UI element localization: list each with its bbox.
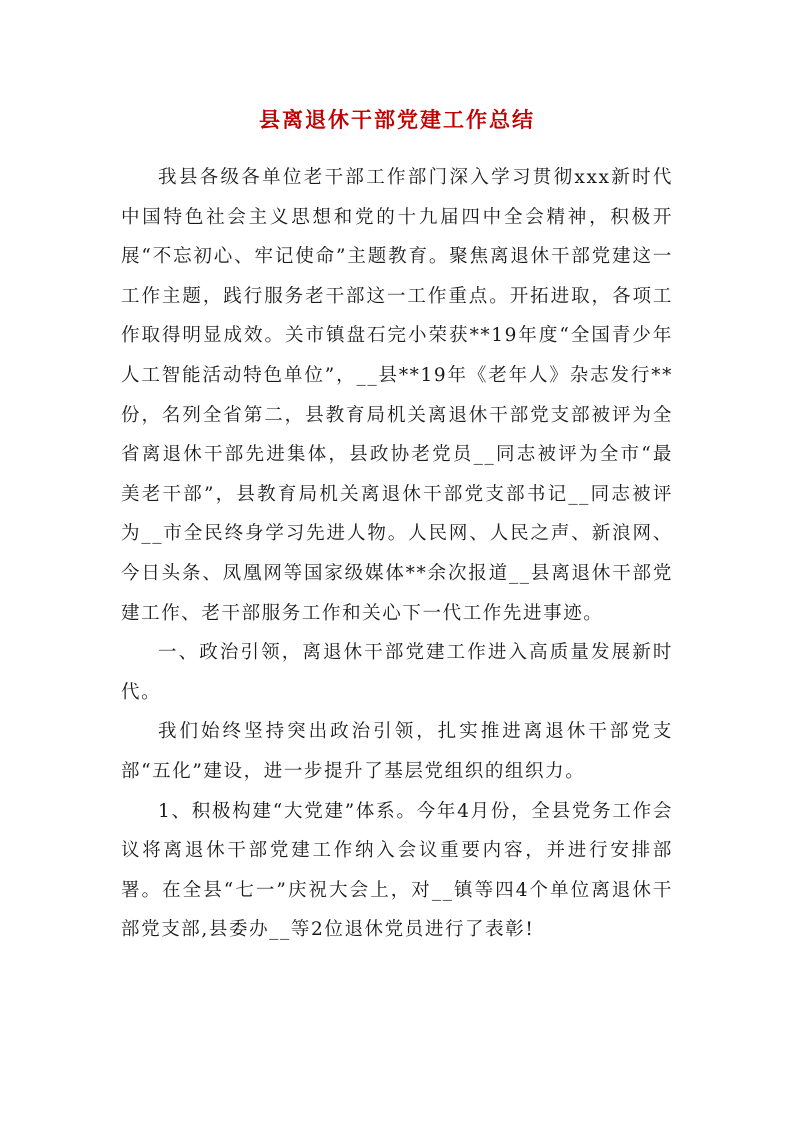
section-heading-political-guidance: 一、政治引领，离退休干部党建工作进入高质量发展新时代。 [121, 642, 673, 703]
paragraph-intro: 我县各级各单位老干部工作部门深入学习贯彻xxx新时代中国特色社会主义思想和党的十九届四中全会精神，积极开展“不忘初心、牢记使命”主题教育。聚焦离退休干部党建这一工作主题，践行服务老干部这一工作重点。开拓进取，各项工作取得明显成效。关市镇盘石完小荣获**19年度“全国青少年人工智能活动特色单位”，__县**19年《老年人》杂志发行**份，名列全省第二，县教育局机关离退休干部党支部被评为全省离退休干部先进集体，县政协老党员__同志被评为全市“最美老干部”，县教育局机关离退休干部党支部书记__同志被评为__市全民终身学习先进人物。人民网、人民之声、新浪网、今日头条、凤凰网等国家级媒体**余次报道__县离退休干部党建工作、老干部服务工作和关心下一代工作先进事迹。 [121, 167, 673, 624]
paragraph-party-building-system: 1、积极构建“大党建”体系。今年4月份，全县党务工作会议将离退休干部党建工作纳入会议重要内容，并进行安排部署。在全县“七一”庆祝大会上，对__镇等四4个单位离退休干部党支部,县委办__等2位退休党员进行了表彰! [121, 800, 673, 941]
document-body [121, 158, 673, 950]
document-title: 县离退休干部党建工作总结 [259, 107, 535, 132]
paragraph-political-guidance: 我们始终坚持突出政治引领，扎实推进离退休干部党支部“五化”建设，进一步提升了基层党组织的组织力。 [121, 721, 673, 782]
